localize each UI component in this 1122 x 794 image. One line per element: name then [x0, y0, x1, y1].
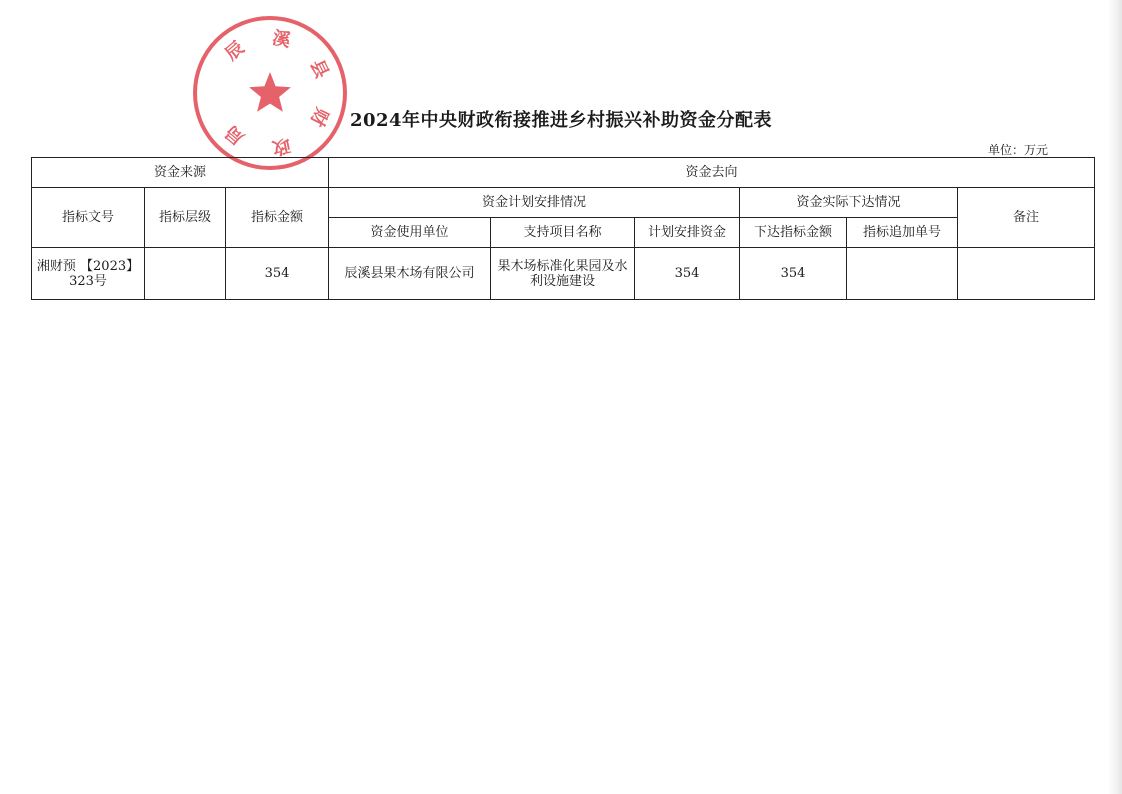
cell-doc-number-line2: 323号	[69, 273, 107, 289]
cell-project-name-line1: 果木场标准化果园及水	[497, 258, 628, 274]
cell-project-name-line2: 利设施建设	[530, 273, 596, 289]
cell-planned-funds: 354	[635, 248, 740, 300]
header-project-name: 支持项目名称	[491, 218, 635, 248]
seal-character: 溪	[270, 27, 293, 52]
cell-amount: 354	[226, 248, 329, 300]
header-actual-issuance: 资金实际下达情况	[740, 188, 958, 218]
seal-character: 辰	[221, 37, 249, 66]
header-supplement-doc: 指标追加单号	[847, 218, 958, 248]
cell-remarks	[958, 248, 1095, 300]
header-plan-arrangement: 资金计划安排情况	[329, 188, 740, 218]
header-planned-funds: 计划安排资金	[635, 218, 740, 248]
cell-project-name	[491, 248, 635, 300]
cell-level	[145, 248, 226, 300]
cell-doc-number-line1: 湘财预 【2023】	[36, 258, 140, 274]
header-level: 指标层级	[145, 188, 226, 248]
seal-character: 县	[305, 56, 333, 82]
cell-doc-number	[32, 248, 145, 300]
cell-user-unit: 辰溪县果木场有限公司	[329, 248, 491, 300]
seal-character: 局	[221, 120, 249, 149]
header-user-unit: 资金使用单位	[329, 218, 491, 248]
header-amount: 指标金额	[226, 188, 329, 248]
header-remarks: 备注	[958, 188, 1095, 248]
header-fund-source: 资金来源	[32, 158, 329, 188]
seal-character: 财	[305, 104, 333, 130]
cell-issued-amount: 354	[740, 248, 847, 300]
seal-character: 政	[270, 134, 293, 159]
header-issued-amount: 下达指标金额	[740, 218, 847, 248]
cell-supplement-doc	[847, 248, 958, 300]
unit-label: 单位：万元	[987, 143, 1048, 157]
table-row	[32, 248, 1095, 300]
official-seal	[191, 14, 349, 172]
header-fund-destination: 资金去向	[329, 158, 1095, 188]
allocation-table	[31, 157, 1095, 300]
document-title: 2024年中央财政衔接推进乡村振兴补助资金分配表	[349, 110, 773, 131]
header-doc-number: 指标文号	[32, 188, 145, 248]
